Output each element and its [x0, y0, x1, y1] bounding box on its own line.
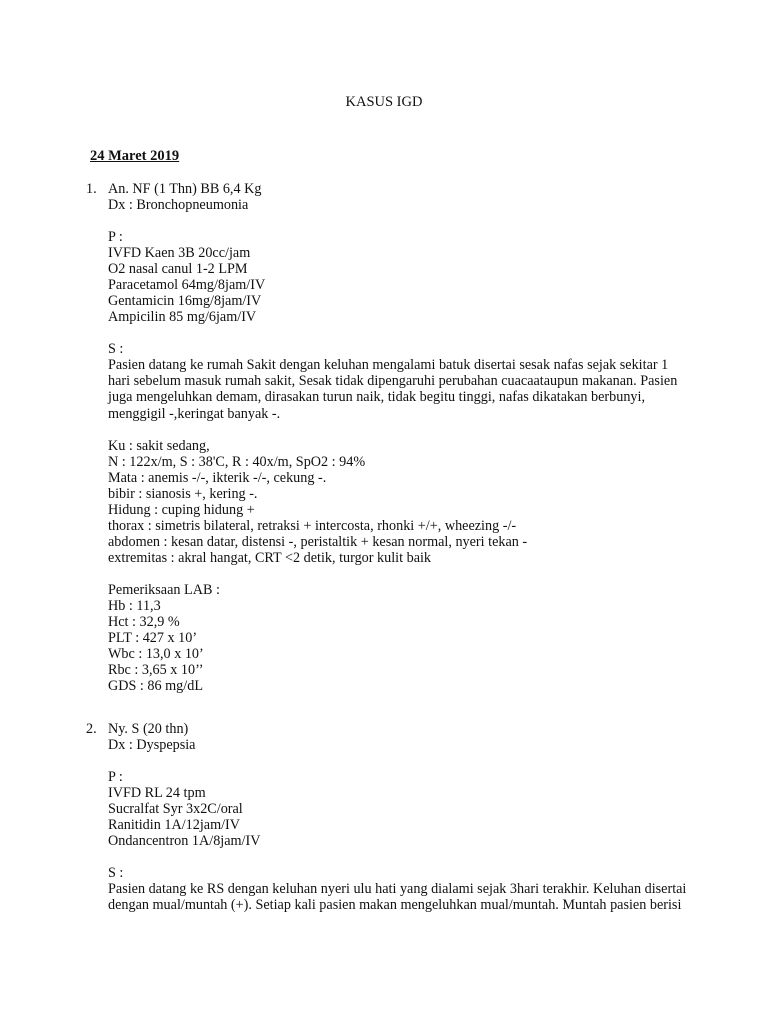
diagnosis: Dx : Bronchopneumonia	[108, 197, 249, 213]
plan-label: P :	[108, 769, 123, 785]
plan-item: IVFD Kaen 3B 20cc/jam	[108, 245, 251, 261]
subjective-text: Pasien datang ke RS dengan keluhan nyeri ulu hati yang dialami sejak 3hari terakhir. Keluhan disertai dengan mual/muntah (+). Setiap kali pasien makan mengeluhkan mual/muntah. Muntah pasien berisi	[108, 881, 687, 914]
subjective-label: S :	[108, 865, 124, 881]
case-body	[108, 721, 688, 913]
plan-item: Ondancentron 1A/8jam/IV	[108, 833, 261, 849]
lab-label: Pemeriksaan LAB :	[108, 581, 220, 598]
lab-line: Hct : 32,9 %	[108, 613, 180, 630]
exam-line: thorax : simetris bilateral, retraksi + intercosta, rhonki +/+, wheezing -/-	[108, 517, 517, 534]
lab-line: Wbc : 13,0 x 10’	[108, 645, 204, 662]
plan-item: IVFD RL 24 tpm	[108, 785, 206, 801]
plan-label: P :	[108, 229, 123, 245]
lab-line: Rbc : 3,65 x 10’’	[108, 661, 204, 678]
exam-line: N : 122x/m, S : 38'C, R : 40x/m, SpO2 : 94%	[108, 453, 366, 470]
plan-item: Gentamicin 16mg/8jam/IV	[108, 293, 262, 309]
case-number: 2.	[86, 721, 97, 737]
plan-item: O2 nasal canul 1-2 LPM	[108, 261, 248, 277]
lab-line: PLT : 427 x 10’	[108, 629, 198, 646]
lab-line: Hb : 11,3	[108, 597, 161, 614]
patient-info: Ny. S (20 thn)	[108, 721, 189, 737]
subjective-text: Pasien datang ke rumah Sakit dengan keluhan mengalami batuk disertai sesak nafas sejak sekitar 1 hari sebelum masuk rumah sakit, Sesak tidak dipengaruhi perubahan cuacaataupun makanan. Pasien juga mengeluhkan demam, dirasakan turun naik, tidak begitu tinggi, nafas dikatakan berbunyi, menggigil -,keringat banyak -.	[108, 357, 678, 422]
plan-item: Paracetamol 64mg/8jam/IV	[108, 277, 266, 293]
exam-line: Hidung : cuping hidung +	[108, 501, 255, 518]
lab-line: GDS : 86 mg/dL	[108, 677, 203, 694]
exam-line: abdomen : kesan datar, distensi -, peristaltik + kesan normal, nyeri tekan -	[108, 533, 528, 550]
case-number: 1.	[86, 181, 97, 197]
exam-line: extremitas : akral hangat, CRT <2 detik, turgor kulit baik	[108, 549, 432, 566]
plan-item: Ranitidin 1A/12jam/IV	[108, 817, 241, 833]
plan-item: Sucralfat Syr 3x2C/oral	[108, 801, 243, 817]
diagnosis: Dx : Dyspepsia	[108, 737, 196, 753]
document-title: KASUS IGD	[345, 94, 423, 110]
exam-line: Ku : sakit sedang,	[108, 437, 210, 454]
plan-item: Ampicilin 85 mg/6jam/IV	[108, 309, 257, 325]
case-body	[108, 181, 688, 694]
exam-line: bibir : sianosis +, kering -.	[108, 485, 258, 502]
document-date: 24 Maret 2019	[90, 148, 180, 164]
exam-line: Mata : anemis -/-, ikterik -/-, cekung -.	[108, 469, 327, 486]
patient-info: An. NF (1 Thn) BB 6,4 Kg	[108, 181, 262, 197]
subjective-label: S :	[108, 341, 124, 357]
